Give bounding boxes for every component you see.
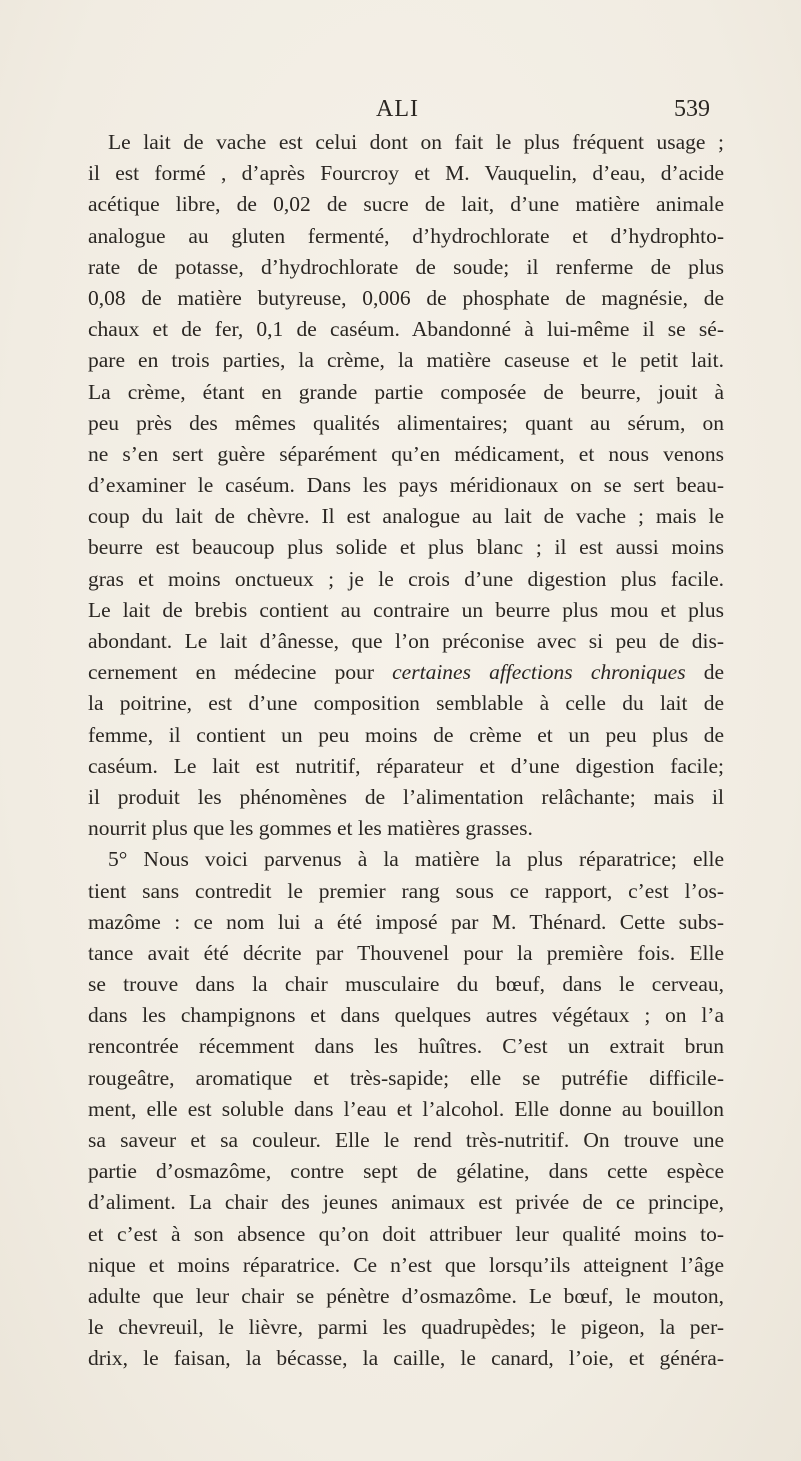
text-line: il produit les phénomènes de l’alimentation relâchante; mais il bbox=[88, 784, 724, 809]
text-line: Le lait de vache est celui dont on fait le plus fréquent usage ; bbox=[108, 130, 724, 154]
text-line: se trouve dans la chair musculaire du bœuf, dans le cerveau, bbox=[88, 972, 724, 997]
text-line: 0,08 de matière butyreuse, 0,006 de phosphate de magnésie, de bbox=[88, 285, 724, 310]
page-header bbox=[0, 96, 801, 128]
paragraph-osmazome bbox=[88, 844, 724, 1374]
text-line-italic-phrase bbox=[88, 657, 724, 688]
text-line: et c’est à son absence qu’on doit attribuer leur qualité moins to- bbox=[88, 1221, 724, 1246]
text-line: gras et moins onctueux ; je le crois d’une digestion plus facile. bbox=[88, 566, 724, 591]
paragraph-milk bbox=[88, 127, 724, 844]
text-line: rate de potasse, d’hydrochlorate de soude; il renferme de plus bbox=[88, 254, 724, 279]
text-line: analogue au gluten fermenté, d’hydrochlorate et d’hydrophto- bbox=[88, 223, 724, 248]
text-line: tient sans contredit le premier rang sous ce rapport, c’est l’os- bbox=[88, 878, 724, 903]
text-line: chaux et de fer, 0,1 de caséum. Abandonné à lui-même il se sé- bbox=[88, 317, 724, 342]
text-line: 5° Nous voici parvenus à la matière la plus réparatrice; elle bbox=[108, 847, 724, 872]
text-line: beurre est beaucoup plus solide et plus blanc ; il est aussi moins bbox=[88, 535, 724, 560]
text-line: caséum. Le lait est nutritif, réparateur et d’une digestion facile; bbox=[88, 753, 724, 778]
text-line: la poitrine, est d’une composition semblable à celle du lait de bbox=[88, 691, 724, 716]
text-fragment: de bbox=[685, 660, 724, 685]
text-line: tance avait été décrite par Thouvenel pour la première fois. Elle bbox=[88, 940, 724, 965]
italic-phrase: certaines affections chroniques bbox=[392, 660, 686, 685]
text-line: le chevreuil, le lièvre, parmi les quadrupèdes; le pigeon, la per- bbox=[88, 1315, 724, 1340]
text-line: coup du lait de chèvre. Il est analogue au lait de vache ; mais le bbox=[88, 504, 724, 529]
text-line: La crème, étant en grande partie composée de beurre, jouit à bbox=[88, 379, 724, 404]
text-line: d’examiner le caséum. Dans les pays méridionaux on se sert beau- bbox=[88, 473, 724, 498]
text-line: acétique libre, de 0,02 de sucre de lait, d’une matière animale bbox=[88, 192, 724, 217]
text-line: rougeâtre, aromatique et très-sapide; elle se putréfie difficile- bbox=[88, 1065, 724, 1090]
running-head: ALI bbox=[376, 96, 419, 122]
text-line: partie d’osmazôme, contre sept de gélatine, dans cette espèce bbox=[88, 1159, 724, 1184]
text-line: d’aliment. La chair des jeunes animaux est privée de ce principe, bbox=[88, 1190, 724, 1215]
text-line: adulte que leur chair se pénètre d’osmazôme. Le bœuf, le mouton, bbox=[88, 1283, 724, 1308]
text-line: nourrit plus que les gommes et les matières grasses. bbox=[88, 816, 533, 841]
text-line: il est formé , d’après Fourcroy et M. Vauquelin, d’eau, d’acide bbox=[88, 161, 724, 186]
text-line: rencontrée récemment dans les huîtres. C’est un extrait brun bbox=[88, 1034, 724, 1059]
text-line: femme, il contient un peu moins de crème et un peu plus de bbox=[88, 722, 724, 747]
text-line: abondant. Le lait d’ânesse, que l’on préconise avec si peu de dis- bbox=[88, 629, 724, 653]
page-number: 539 bbox=[674, 96, 710, 122]
text-line: dans les champignons et dans quelques autres végétaux ; on l’a bbox=[88, 1003, 724, 1028]
text-line: Le lait de brebis contient au contraire un beurre plus mou et plus bbox=[88, 597, 724, 622]
text-line: pare en trois parties, la crème, la matière caseuse et le petit lait. bbox=[88, 348, 724, 373]
text-fragment: cernement en médecine pour bbox=[88, 660, 393, 685]
text-line: mazôme : ce nom lui a été imposé par M. Thénard. Cette subs- bbox=[88, 909, 724, 934]
text-line: nique et moins réparatrice. Ce n’est que lorsqu’ils atteignent l’âge bbox=[88, 1252, 724, 1277]
text-line: sa saveur et sa couleur. Elle le rend très-nutritif. On trouve une bbox=[88, 1128, 724, 1152]
text-line: drix, le faisan, la bécasse, la caille, le canard, l’oie, et généra- bbox=[88, 1346, 724, 1371]
body-text bbox=[88, 127, 724, 1375]
text-line: ne s’en sert guère séparément qu’en médicament, et nous venons bbox=[88, 441, 724, 466]
text-line: ment, elle est soluble dans l’eau et l’alcohol. Elle donne au bouillon bbox=[88, 1096, 724, 1121]
text-line: peu près des mêmes qualités alimentaires; quant au sérum, on bbox=[88, 410, 724, 435]
